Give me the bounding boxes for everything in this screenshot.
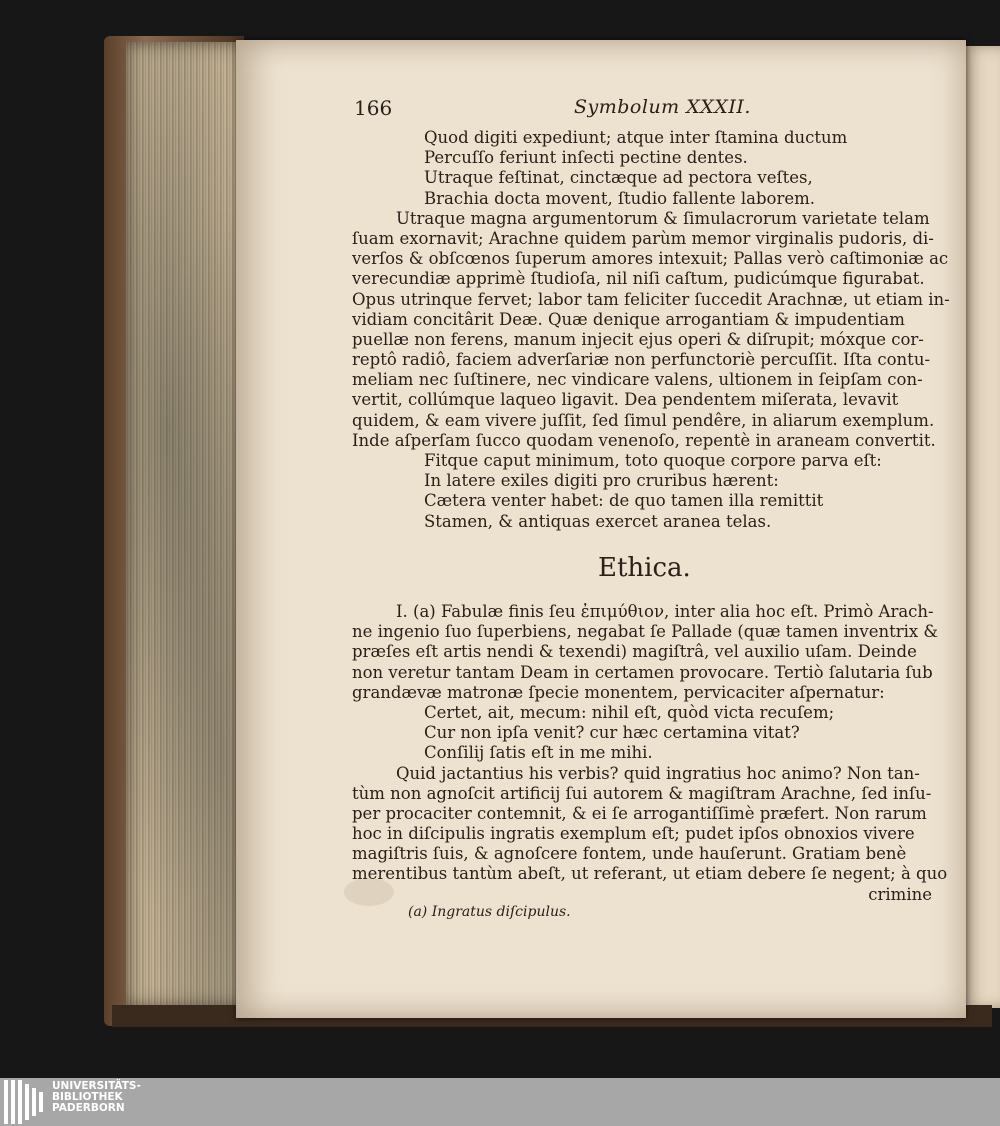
text-line: verecundiæ apprimè ſtudioſa, nil niſi caſtum, pudicúmque figurabat. [352, 269, 925, 289]
body-text-upper [352, 128, 950, 532]
facing-page [962, 46, 1000, 1008]
section-heading: Ethica. [598, 553, 691, 583]
text-line: præſes eſt artis nendi & texendi) magiſtrâ, vel auxilio uſam. Deinde [352, 642, 917, 662]
text-line: Certet, ait, mecum: nihil eſt, quòd victa recuſem; [424, 702, 835, 722]
text-line: Utraque feſtinat, cinctæque ad pectora veſtes, [424, 168, 813, 188]
footer-line-2: BIBLIOTHEK [52, 1091, 123, 1103]
text-line: non veretur tantam Deam in certamen provocare. Tertiò ſalutaria ſub [352, 662, 933, 682]
text-line: merentibus tantùm abeſt, ut referant, ut etiam debere ſe negent; à quo [352, 864, 948, 884]
body-text-lower [352, 602, 948, 905]
footer-line-1: UNIVERSITÄTS- [52, 1080, 141, 1092]
text-line: Quid jactantius his verbis? quid ingratius hoc animo? Non tan- [396, 763, 920, 783]
text-line: Conſilij ſatis eſt in me mihi. [424, 743, 653, 763]
text-line: per procaciter contemnit, & ei ſe arrogantiſſimè præfert. Non rarum [352, 803, 927, 823]
text-line: I. (a) Fabulæ finis ſeu ἐπιμύθιον, inter alia hoc eſt. Primò Arach- [396, 602, 934, 621]
text-line: Inde aſperſam ſucco quodam venenoſo, repentè in araneam convertit. [352, 430, 936, 450]
text-line: Cætera venter habet: de quo tamen illa remittit [424, 491, 824, 511]
footer-line-3: PADERBORN [52, 1102, 125, 1114]
text-line: verſos & obſcœnos ſuperum amores intexuit; Pallas verò caſtimoniæ ac [352, 249, 949, 269]
text-line: Percuſſo feriunt inſecti pectine dentes. [424, 148, 748, 168]
footnote: (a) Ingratus diſcipulus. [408, 904, 571, 920]
text-line: puellæ non ferens, manum injecit ejus operi & diſrupit; móxque cor- [352, 329, 924, 349]
text-line: reptô radiô, faciem adverſariæ non perfunctoriè percuſſit. Iſta contu- [352, 350, 931, 370]
text-line: grandævæ matronæ ſpecie monentem, pervicaciter aſpernatur: [352, 682, 885, 702]
text-line: Utraque magna argumentorum & ſimulacrorum varietate telam [396, 208, 930, 228]
text-line: Cur non ipſa venit? cur hæc certamina vitat? [424, 723, 800, 743]
running-head: Symbolum XXXII. [574, 96, 751, 118]
text-line: ſuam exornavit; Arachne quidem parùm memor virginalis pudoris, di- [352, 228, 934, 248]
text-line: magiſtris ſuis, & agnoſcere fontem, unde hauſerunt. Gratiam benè [352, 844, 907, 864]
text-line: hoc in diſcipulis ingratis exemplum eſt; pudet ipſos obnoxios vivere [352, 824, 915, 844]
text-line: Stamen, & antiquas exercet aranea telas. [424, 511, 772, 531]
library-logo-icon [2, 1080, 46, 1124]
text-line: tùm non agnoſcit artificij ſui autorem & magiſtram Arachne, ſed inſu- [352, 783, 932, 803]
text-line: In latere exiles digiti pro cruribus hærent: [424, 471, 779, 491]
text-line: Quod digiti expediunt; atque inter ſtamina ductum [424, 128, 848, 147]
text-line: quidem, & eam vivere juſſit, ſed ſimul pendêre, in aliarum exemplum. [352, 410, 935, 430]
ink-stain [344, 878, 394, 906]
text-line: vertit, collúmque laqueo ligavit. Dea pendentem miſerata, levavit [352, 390, 899, 410]
text-line: Opus utrinque fervet; labor tam feliciter ſuccedit Arachnæ, ut etiam in- [352, 289, 950, 309]
page-number: 166 [354, 96, 393, 120]
text-line: Brachia docta movent, ſtudio fallente laborem. [424, 188, 816, 208]
text-line: meliam nec ſuſtinere, nec vindicare valens, ultionem in ſeipſam con- [352, 370, 923, 390]
library-footer [0, 1078, 1000, 1126]
text-line: ne ingenio ſuo ſuperbiens, negabat ſe Pallade (quæ tamen inventrix & [352, 622, 939, 642]
text-line: Fitque caput minimum, toto quoque corpore parva eſt: [424, 451, 882, 470]
text-line: vidiam concitârit Deæ. Quæ denique arrogantiam & impudentiam [352, 309, 905, 329]
text-line: crimine [868, 884, 932, 904]
